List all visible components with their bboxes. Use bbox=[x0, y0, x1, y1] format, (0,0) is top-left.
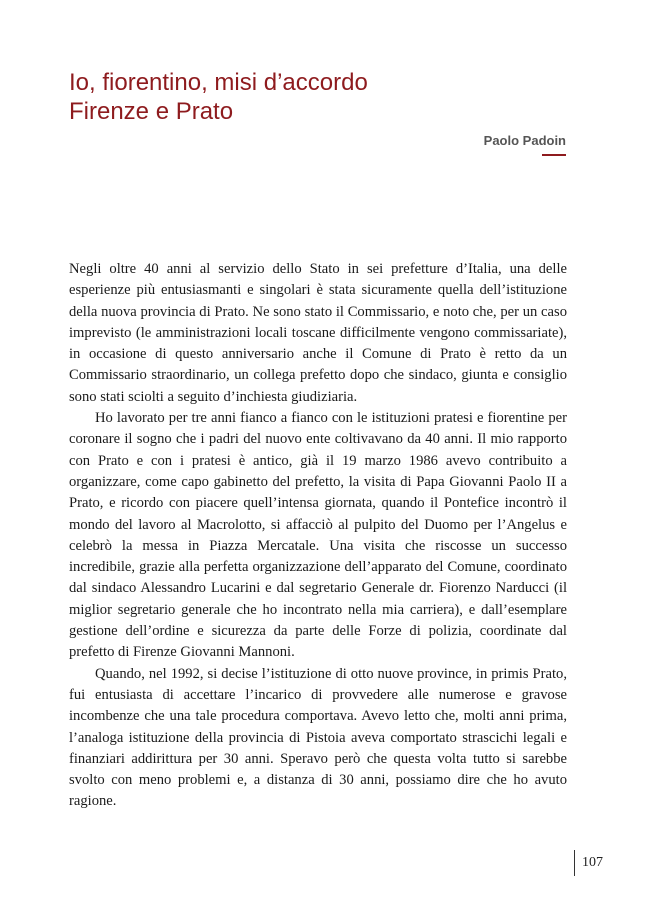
page-number-divider bbox=[574, 850, 575, 876]
article-title-line-1: Io, fiorentino, misi d’accordo bbox=[69, 69, 368, 96]
article-title-line-2: Firenze e Prato bbox=[69, 98, 234, 125]
author-underline bbox=[542, 154, 566, 156]
author-name: Paolo Padoin bbox=[483, 133, 566, 148]
article-title bbox=[69, 68, 589, 126]
paragraph-2: Ho lavorato per tre anni fianco a fianco con le istituzioni pratesi e fiorentine per coronare il sogno che i padri del nuovo ente coltivavano da 40 anni. Il mio rapporto con Prato e con i pratesi è antico, già il 19 marzo 1986 avevo contribuito a organizzare, come capo gabinetto del prefetto, la visita di Papa Giovanni Paolo II a Prato, e ricordo con piacere quell’intensa giornata, quando il Pontefice incontrò il mondo del lavoro al Macrolotto, si affacciò al pulpito del Duomo per l’Angelus e celebrò la messa in Piazza Mercatale. Una visita che riscosse un successo incredibile, grazie alla perfetta organizzazione dell’apparato del Comune, coordinato dal sindaco Alessandro Lucarini e dal segretario Generale dr. Fiorenzo Narducci (il miglior segretario generale che ho incontrato nella mia carriera), e dall’esemplare gestione dell’ordine e sicurezza da parte delle Forze di polizia, coordinate dal prefetto di Firenze Giovanni Mannoni. bbox=[69, 410, 567, 661]
paragraph-3: Quando, nel 1992, si decise l’istituzione di otto nuove province, in primis Prato, fui entusiasta di accettare l’incarico di provvedere alle numerose e gravose incombenze che una tale procedura comportava. Avevo letto che, molti anni prima, l’analoga istituzione della provincia di Pistoia aveva comportato strascichi legali e finanziari addirittura per 30 anni. Speravo però che questa volta tutto si sarebbe svolto con meno problemi e, a distanza di 30 anni, possiamo dire che ho avuto ragione. bbox=[69, 665, 567, 810]
page-number: 107 bbox=[582, 855, 603, 870]
paragraph-1: Negli oltre 40 anni al servizio dello Stato in sei prefetture d’Italia, una delle esperienze più entusiasmanti e singolari è stata sicuramente quella dell’istituzione della nuova provincia di Prato. Ne sono stato il Commissario, e noto che, per un caso imprevisto (le amministrazioni locali toscane difficilmente vengono commissariate), in occasione di questo anniversario anche il Comune di Prato è retto da un Commissario straordinario, un collega prefetto dopo che sindaco, giunta e consiglio sono stati sciolti a seguito d’inchiesta giudiziaria. bbox=[69, 261, 567, 405]
article-body bbox=[69, 259, 567, 813]
